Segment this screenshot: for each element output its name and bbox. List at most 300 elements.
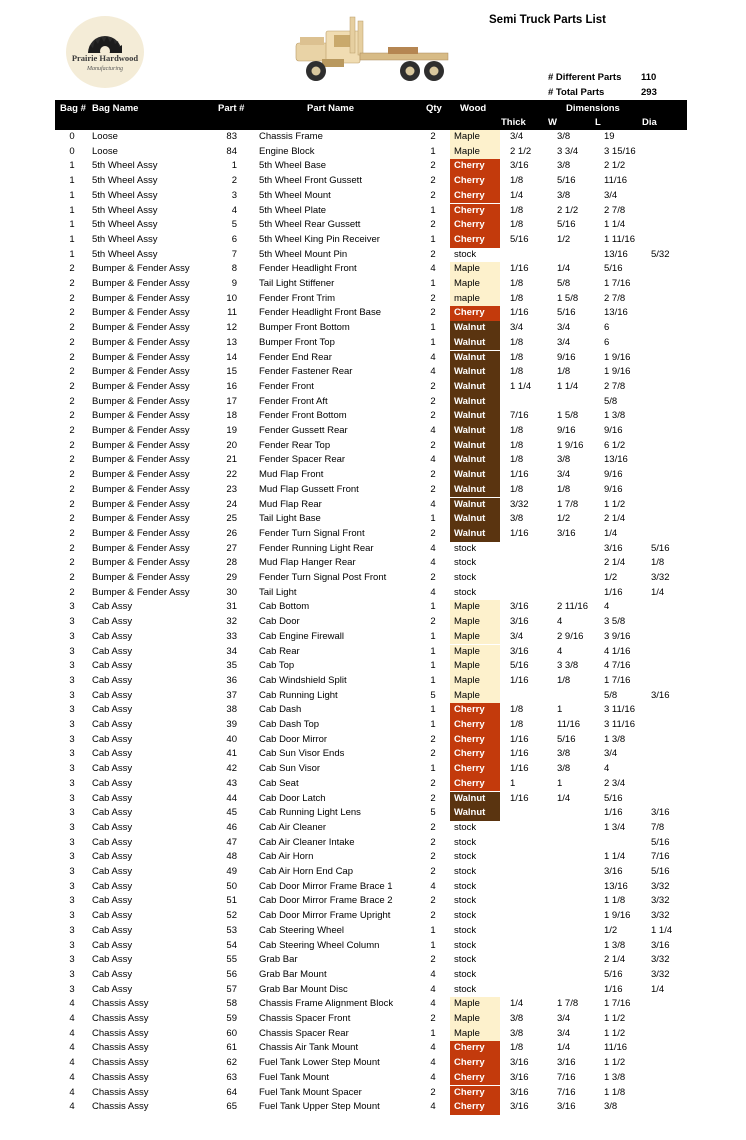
cell-qty: 5 <box>430 689 436 701</box>
cell-thick: 3/16 <box>510 601 529 613</box>
cell-bag-number: 3 <box>69 719 75 730</box>
cell-part-number: 48 <box>226 851 237 863</box>
cell-diameter: 3/16 <box>651 807 670 819</box>
cell-bag-number: 3 <box>69 910 75 922</box>
cell-bag-number: 3 <box>69 924 75 936</box>
cell-part-number: 32 <box>226 616 237 628</box>
cell-bag-name: Bumper & Fender Assy <box>92 395 190 407</box>
cell-bag-number: 1 <box>69 219 75 231</box>
cell-diameter: 5/16 <box>651 866 670 877</box>
cell-length: 3/16 <box>604 866 623 877</box>
cell-bag-name: Cab Assy <box>92 601 133 613</box>
table-row <box>55 321 687 336</box>
cell-width: 3/4 <box>557 469 571 481</box>
table-row <box>55 292 687 307</box>
cell-length: 1 9/16 <box>604 910 631 922</box>
cell-width: 3/8 <box>557 189 571 201</box>
cell-bag-name: Cab Assy <box>92 748 133 760</box>
cell-qty: 2 <box>430 248 436 260</box>
table-row <box>55 277 687 292</box>
header-qty: Qty <box>426 103 442 114</box>
table-row <box>55 924 687 939</box>
cell-qty: 2 <box>430 616 436 628</box>
cell-width: 1 5/8 <box>557 292 579 304</box>
cell-bag-number: 3 <box>69 733 75 745</box>
table-row <box>55 453 687 468</box>
table-row <box>55 909 687 924</box>
cell-bag-number: 3 <box>69 689 75 701</box>
cell-part-name: Fender Spacer Rear <box>259 454 346 466</box>
cell-wood: stock <box>454 248 477 260</box>
header-l: L <box>595 117 601 128</box>
cell-wood: Maple <box>450 277 500 292</box>
cell-length: 2 1/2 <box>604 160 626 172</box>
cell-wood: Cherry <box>450 733 500 748</box>
cell-length: 3 5/8 <box>604 616 626 628</box>
cell-thick: 1/16 <box>510 763 529 775</box>
cell-qty: 2 <box>430 410 436 422</box>
cell-bag-name: 5th Wheel Assy <box>92 248 158 260</box>
table-row <box>55 409 687 424</box>
cell-qty: 1 <box>430 1027 436 1039</box>
cell-wood: Cherry <box>450 1056 500 1071</box>
cell-part-name: Fender Rear Top <box>259 439 331 451</box>
cell-bag-number: 4 <box>69 998 75 1010</box>
cell-bag-name: Bumper & Fender Assy <box>92 425 190 436</box>
cell-qty: 2 <box>430 439 436 451</box>
cell-bag-number: 3 <box>69 645 75 657</box>
semi-truck-image <box>292 15 452 89</box>
cell-wood: stock <box>454 866 477 877</box>
cell-bag-number: 2 <box>69 263 75 275</box>
cell-part-number: 60 <box>226 1027 237 1039</box>
cell-qty: 2 <box>430 131 436 142</box>
cell-diameter: 3/16 <box>651 689 670 701</box>
cell-part-name: 5th Wheel Plate <box>259 204 327 216</box>
cell-bag-number: 0 <box>69 131 75 142</box>
cell-qty: 1 <box>430 660 436 672</box>
cell-wood: stock <box>454 836 477 848</box>
cell-wood: Maple <box>450 600 500 615</box>
table-row <box>55 439 687 454</box>
cell-part-name: Cab Bottom <box>259 601 310 613</box>
cell-part-number: 2 <box>231 175 237 187</box>
cell-bag-name: Cab Assy <box>92 660 133 672</box>
cell-wood: stock <box>454 821 477 833</box>
table-row <box>55 512 687 527</box>
cell-thick: 1/8 <box>510 454 524 466</box>
cell-part-name: Mud Flap Rear <box>259 498 322 510</box>
cell-bag-name: Cab Assy <box>92 719 133 730</box>
cell-bag-number: 3 <box>69 807 75 819</box>
cell-wood: Maple <box>450 145 500 160</box>
cell-wood: Walnut <box>450 468 500 483</box>
cell-bag-number: 3 <box>69 939 75 951</box>
cell-qty: 2 <box>430 527 436 539</box>
table-row <box>55 365 687 380</box>
cell-thick: 1/8 <box>510 204 524 216</box>
cell-length: 1 11/16 <box>604 233 635 245</box>
cell-wood: Cherry <box>450 762 500 777</box>
cell-thick: 5/16 <box>510 660 529 672</box>
cell-part-number: 14 <box>226 351 237 363</box>
cell-wood: Cherry <box>450 718 500 733</box>
cell-wood: Cherry <box>450 204 500 219</box>
cell-wood: maple <box>450 292 500 307</box>
cell-qty: 1 <box>430 645 436 657</box>
cell-width: 3/4 <box>557 322 571 334</box>
cell-part-number: 41 <box>226 748 237 760</box>
cell-part-name: Cab Door Mirror Frame Brace 1 <box>259 880 393 892</box>
cell-width: 1 9/16 <box>557 439 584 451</box>
cell-part-number: 37 <box>226 689 237 701</box>
cell-bag-name: Chassis Assy <box>92 1013 149 1024</box>
cell-qty: 4 <box>430 542 436 554</box>
cell-part-name: Tail Light Stiffener <box>259 278 335 289</box>
cell-part-number: 1 <box>231 160 237 172</box>
cell-qty: 1 <box>430 939 436 951</box>
cell-wood: Maple <box>450 1012 500 1027</box>
cell-part-name: Cab Air Cleaner <box>259 821 327 833</box>
cell-wood: Maple <box>450 1027 500 1042</box>
cell-width: 1 7/8 <box>557 498 579 510</box>
cell-width: 9/16 <box>557 425 576 436</box>
table-row <box>55 130 687 145</box>
cell-bag-number: 3 <box>69 954 75 966</box>
cell-part-number: 19 <box>226 425 237 436</box>
cell-bag-number: 3 <box>69 836 75 848</box>
table-row <box>55 850 687 865</box>
cell-part-name: Fender Turn Signal Post Front <box>259 572 387 583</box>
cell-bag-name: Bumper & Fender Assy <box>92 410 190 422</box>
cell-wood: stock <box>454 542 477 554</box>
cell-part-number: 11 <box>227 307 237 319</box>
cell-length: 1 7/16 <box>604 278 631 289</box>
cell-part-number: 57 <box>226 983 237 995</box>
cell-part-number: 52 <box>226 910 237 922</box>
cell-qty: 2 <box>430 380 436 392</box>
cell-qty: 4 <box>430 1042 436 1054</box>
header-part-name: Part Name <box>307 103 354 114</box>
cell-qty: 2 <box>430 469 436 481</box>
cell-part-number: 4 <box>231 204 237 216</box>
cell-part-name: Cab Door Latch <box>259 792 326 804</box>
table-row <box>55 674 687 689</box>
cell-width: 3/8 <box>557 748 571 760</box>
cell-qty: 2 <box>430 821 436 833</box>
table-row <box>55 718 687 733</box>
cell-length: 3 11/16 <box>604 719 635 730</box>
cell-part-name: Cab Door Mirror <box>259 733 328 745</box>
cell-bag-number: 2 <box>69 278 75 289</box>
cell-bag-number: 4 <box>69 1013 75 1024</box>
cell-length: 4 7/16 <box>604 660 631 672</box>
cell-part-number: 24 <box>226 498 237 510</box>
cell-qty: 2 <box>430 954 436 966</box>
cell-part-number: 40 <box>226 733 237 745</box>
cell-bag-number: 1 <box>69 248 75 260</box>
cell-bag-name: Bumper & Fender Assy <box>92 263 190 275</box>
cell-bag-name: Cab Assy <box>92 704 133 716</box>
cell-qty: 2 <box>430 733 436 745</box>
cell-bag-number: 4 <box>69 1042 75 1054</box>
cell-part-name: Cab Steering Wheel <box>259 924 345 936</box>
cell-width: 3/8 <box>557 160 571 172</box>
table-row <box>55 395 687 410</box>
cell-wood: stock <box>454 968 477 980</box>
cell-bag-number: 2 <box>69 292 75 304</box>
cell-thick: 1/16 <box>510 792 529 804</box>
cell-wood: Walnut <box>450 792 500 807</box>
cell-thick: 1/8 <box>510 483 524 495</box>
cell-part-name: Fuel Tank Mount Spacer <box>259 1086 362 1098</box>
total-parts-value: 293 <box>641 87 657 98</box>
cell-width: 1/2 <box>557 513 571 525</box>
cell-width: 3/8 <box>557 763 571 775</box>
table-row <box>55 997 687 1012</box>
cell-length: 2 1/4 <box>604 513 626 525</box>
cell-part-name: Fuel Tank Upper Step Mount <box>259 1101 380 1113</box>
cell-part-name: Grab Bar Mount Disc <box>259 983 348 995</box>
cell-bag-name: 5th Wheel Assy <box>92 204 158 216</box>
cell-part-name: Fender Gussett Rear <box>259 425 348 436</box>
cell-bag-number: 4 <box>69 1071 75 1083</box>
cell-bag-name: Chassis Assy <box>92 1086 149 1098</box>
cell-width: 1/8 <box>557 674 571 686</box>
cell-qty: 1 <box>430 204 436 216</box>
cell-qty: 2 <box>430 895 436 907</box>
cell-length: 2 1/4 <box>604 954 626 966</box>
cell-thick: 7/16 <box>510 410 529 422</box>
cell-part-name: Chassis Frame Alignment Block <box>259 998 394 1010</box>
cell-wood: Walnut <box>450 365 500 380</box>
cell-width: 1 <box>557 777 563 789</box>
cell-bag-name: Cab Assy <box>92 880 133 892</box>
cell-thick: 1/16 <box>510 674 529 686</box>
cell-bag-name: Cab Assy <box>92 954 133 966</box>
cell-part-number: 27 <box>226 542 237 554</box>
cell-thick: 3/16 <box>510 645 529 657</box>
cell-bag-number: 4 <box>69 1086 75 1098</box>
company-logo <box>66 16 144 88</box>
cell-diameter: 5/16 <box>651 542 670 554</box>
cell-qty: 2 <box>430 748 436 760</box>
cell-length: 2 1/4 <box>604 557 626 569</box>
cell-qty: 1 <box>430 336 436 348</box>
cell-part-number: 58 <box>226 998 237 1010</box>
cell-part-number: 7 <box>231 248 237 260</box>
cell-width: 3 3/8 <box>557 660 579 672</box>
cell-wood: stock <box>454 954 477 966</box>
cell-part-number: 8 <box>231 263 237 275</box>
cell-thick: 1/8 <box>510 425 524 436</box>
cell-part-number: 54 <box>226 939 237 951</box>
cell-length: 1 3/4 <box>604 821 626 833</box>
cell-length: 5/16 <box>604 792 623 804</box>
cell-length: 1 1/2 <box>604 1057 626 1069</box>
cell-part-name: Fender Turn Signal Front <box>259 527 365 539</box>
cell-part-number: 50 <box>226 880 237 892</box>
document-title: Semi Truck Parts List <box>489 14 606 26</box>
cell-thick: 1/8 <box>510 439 524 451</box>
cell-bag-number: 3 <box>69 660 75 672</box>
cell-bag-number: 3 <box>69 616 75 628</box>
cell-wood: Maple <box>450 262 500 277</box>
cell-part-number: 49 <box>226 866 237 877</box>
table-row <box>55 189 687 204</box>
cell-bag-number: 3 <box>69 792 75 804</box>
cell-length: 19 <box>604 131 615 142</box>
cell-part-name: Engine Block <box>259 145 315 157</box>
cell-width: 1/4 <box>557 263 571 275</box>
cell-qty: 1 <box>430 601 436 613</box>
cell-part-number: 18 <box>226 410 237 422</box>
cell-thick: 1/16 <box>510 263 529 275</box>
cell-part-name: Fender Front <box>259 380 314 392</box>
cell-bag-name: Bumper & Fender Assy <box>92 557 190 569</box>
table-row <box>55 747 687 762</box>
cell-part-name: Cab Dash Top <box>259 719 320 730</box>
cell-part-number: 83 <box>226 131 237 142</box>
cell-part-number: 3 <box>231 189 237 201</box>
cell-part-number: 13 <box>226 336 237 348</box>
cell-part-name: Cab Seat <box>259 777 299 789</box>
cell-diameter: 3/32 <box>651 572 670 583</box>
cell-qty: 2 <box>430 572 436 583</box>
cell-qty: 4 <box>430 968 436 980</box>
cell-bag-number: 4 <box>69 1101 75 1113</box>
table-row <box>55 380 687 395</box>
cell-wood: stock <box>454 939 477 951</box>
cell-wood: stock <box>454 851 477 863</box>
cell-qty: 5 <box>430 807 436 819</box>
table-row <box>55 424 687 439</box>
cell-length: 2 7/8 <box>604 380 626 392</box>
cell-length: 1 1/2 <box>604 1013 626 1024</box>
cell-thick: 1/8 <box>510 278 524 289</box>
cell-qty: 4 <box>430 983 436 995</box>
cell-thick: 1/8 <box>510 175 524 187</box>
cell-wood: Walnut <box>450 498 500 513</box>
cell-width: 7/16 <box>557 1086 576 1098</box>
cell-thick: 1/8 <box>510 704 524 716</box>
cell-qty: 1 <box>430 145 436 157</box>
cell-bag-name: Chassis Assy <box>92 998 149 1010</box>
cell-wood: Cherry <box>450 174 500 189</box>
cell-bag-number: 3 <box>69 866 75 877</box>
cell-wood: Cherry <box>450 189 500 204</box>
cell-length: 9/16 <box>604 425 623 436</box>
cell-wood: Cherry <box>450 1071 500 1086</box>
table-row <box>55 145 687 160</box>
cell-length: 3/8 <box>604 1101 618 1113</box>
cell-thick: 1/8 <box>510 336 524 348</box>
cell-bag-number: 2 <box>69 572 75 583</box>
cell-qty: 4 <box>430 1071 436 1083</box>
cell-qty: 2 <box>430 483 436 495</box>
table-row <box>55 703 687 718</box>
cell-thick: 1/8 <box>510 719 524 730</box>
cell-length: 13/16 <box>604 307 628 319</box>
cell-length: 1 1/2 <box>604 1027 626 1039</box>
cell-qty: 4 <box>430 1057 436 1069</box>
cell-width: 2 9/16 <box>557 630 584 642</box>
table-row <box>55 792 687 807</box>
header-part-number: Part # <box>218 103 245 114</box>
cell-thick: 3/16 <box>510 1086 529 1098</box>
cell-bag-name: Bumper & Fender Assy <box>92 292 190 304</box>
table-row <box>55 762 687 777</box>
cell-length: 3/16 <box>604 542 623 554</box>
cell-wood: stock <box>454 557 477 569</box>
table-row <box>55 262 687 277</box>
cell-bag-number: 2 <box>69 307 75 319</box>
cell-part-number: 61 <box>226 1042 237 1054</box>
cell-width: 9/16 <box>557 351 576 363</box>
cell-qty: 2 <box>430 866 436 877</box>
cell-part-name: Mud Flap Front <box>259 469 324 481</box>
cell-qty: 2 <box>430 292 436 304</box>
cell-part-name: Cab Steering Wheel Column <box>259 939 380 951</box>
cell-part-name: Cab Engine Firewall <box>259 630 345 642</box>
cell-length: 3/4 <box>604 748 618 760</box>
cell-length: 1/2 <box>604 572 618 583</box>
header-thick: Thick <box>501 117 526 128</box>
cell-part-name: Fender Front Trim <box>259 292 336 304</box>
cell-wood: Maple <box>450 130 500 145</box>
cell-length: 11/16 <box>604 1042 628 1054</box>
cell-part-name: Bumper Front Bottom <box>259 322 350 334</box>
cell-bag-name: Cab Assy <box>92 983 133 995</box>
header-dia: Dia <box>642 117 657 128</box>
cell-part-name: Fender Fastener Rear <box>259 366 353 378</box>
cell-length: 13/16 <box>604 880 628 892</box>
cell-bag-name: Bumper & Fender Assy <box>92 513 190 525</box>
cell-qty: 4 <box>430 1101 436 1113</box>
cell-thick: 1/8 <box>510 351 524 363</box>
cell-bag-name: 5th Wheel Assy <box>92 233 158 245</box>
cell-width: 5/16 <box>557 175 576 187</box>
cell-thick: 1/16 <box>510 733 529 745</box>
cell-wood: stock <box>454 910 477 922</box>
cell-thick: 1/16 <box>510 748 529 760</box>
cell-bag-name: Cab Assy <box>92 674 133 686</box>
cell-wood: Walnut <box>450 527 500 542</box>
cell-length: 4 <box>604 601 610 613</box>
cell-part-number: 42 <box>226 763 237 775</box>
cell-length: 1 9/16 <box>604 366 631 378</box>
cell-bag-name: 5th Wheel Assy <box>92 219 158 231</box>
cell-qty: 2 <box>430 910 436 922</box>
table-row <box>55 600 687 615</box>
cell-part-number: 5 <box>231 219 237 231</box>
cell-thick: 3/16 <box>510 1057 529 1069</box>
cell-part-name: Cab Dash <box>259 704 302 716</box>
cell-bag-name: Bumper & Fender Assy <box>92 469 190 481</box>
cell-part-number: 45 <box>226 807 237 819</box>
cell-part-name: Cab Windshield Split <box>259 674 347 686</box>
cell-thick: 1/16 <box>510 307 529 319</box>
cell-bag-number: 1 <box>69 160 75 172</box>
cell-part-name: Chassis Frame <box>259 131 323 142</box>
cell-part-number: 12 <box>226 322 237 334</box>
cell-bag-number: 2 <box>69 322 75 334</box>
cell-thick: 3/8 <box>510 1027 524 1039</box>
table-row <box>55 836 687 851</box>
cell-diameter: 5/32 <box>651 248 670 260</box>
cell-bag-name: Bumper & Fender Assy <box>92 278 190 289</box>
cell-wood: Maple <box>450 645 500 660</box>
